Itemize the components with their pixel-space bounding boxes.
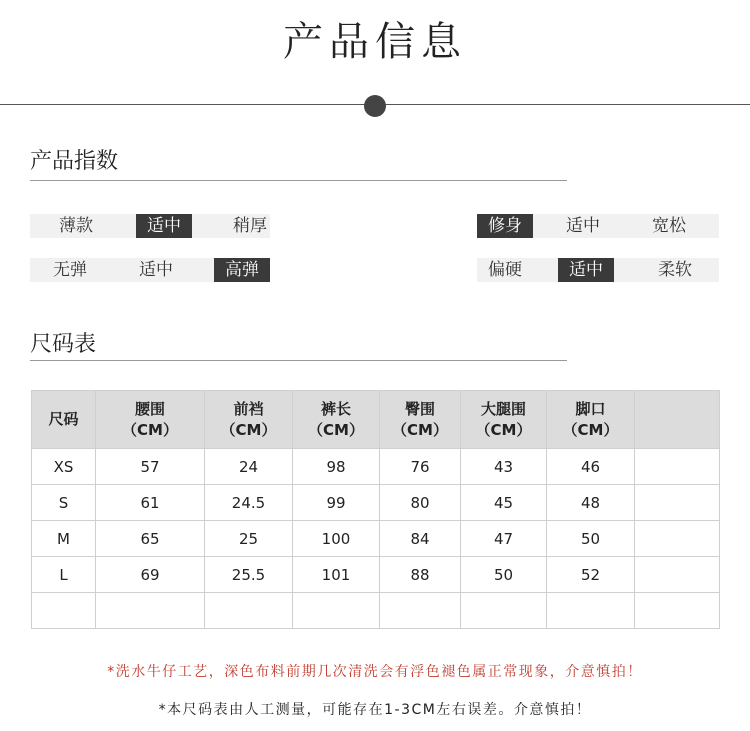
table-cell <box>635 557 720 593</box>
table-cell: 43 <box>461 449 547 485</box>
header-size <box>32 391 96 449</box>
table-cell: 50 <box>461 557 547 593</box>
table-cell: 99 <box>293 485 380 521</box>
header-unit: （CM） <box>122 420 178 439</box>
table-cell: 69 <box>96 557 205 593</box>
table-cell <box>205 593 293 629</box>
header-label: 前裆 <box>233 399 264 418</box>
header-unit: （CM） <box>475 420 532 439</box>
table-cell: 98 <box>293 449 380 485</box>
scale-option: 无弹 <box>53 260 87 280</box>
scale-option: 适中 <box>558 258 614 282</box>
scale-option: 柔软 <box>658 260 692 280</box>
section-divider-size <box>30 360 567 361</box>
table-cell: 24.5 <box>205 485 293 521</box>
table-row <box>32 485 720 521</box>
scale-option: 高弹 <box>214 258 270 282</box>
warning-note: *洗水牛仔工艺，深色布料前期几次清洗会有浮色褪色属正常现象，介意慎拍！ <box>107 664 643 680</box>
header-label: 大腿围 <box>480 399 526 418</box>
table-cell <box>293 593 380 629</box>
table-cell: 47 <box>461 521 547 557</box>
header-front-rise <box>205 391 293 449</box>
scale-option: 适中 <box>136 214 192 238</box>
table-cell <box>635 593 720 629</box>
page-title: 产品信息 <box>283 19 467 65</box>
table-row <box>32 449 720 485</box>
header-unit: （CM） <box>220 420 277 439</box>
table-cell: 100 <box>293 521 380 557</box>
table-cell <box>635 485 720 521</box>
section-heading-size: 尺码表 <box>30 332 97 357</box>
table-cell: L <box>32 557 96 593</box>
table-row <box>32 557 720 593</box>
scale-option: 修身 <box>477 214 533 238</box>
table-cell: 101 <box>293 557 380 593</box>
scale-thickness <box>30 214 270 238</box>
table-row <box>32 593 720 629</box>
header-length <box>293 391 380 449</box>
header-label: 脚口 <box>575 399 606 418</box>
section-heading-index: 产品指数 <box>30 149 119 174</box>
table-cell: 57 <box>96 449 205 485</box>
header-waist <box>96 391 205 449</box>
header-label: 裤长 <box>320 399 351 418</box>
table-cell: 25 <box>205 521 293 557</box>
table-cell <box>635 521 720 557</box>
table-row <box>32 521 720 557</box>
header-hem <box>547 391 635 449</box>
scale-option: 宽松 <box>652 216 686 236</box>
header-unit: （CM） <box>308 420 364 439</box>
table-header-row <box>32 391 720 449</box>
table-cell <box>547 593 635 629</box>
table-cell: 25.5 <box>205 557 293 593</box>
section-divider-index <box>30 180 567 181</box>
scale-option: 薄款 <box>59 216 93 236</box>
header-unit: （CM） <box>562 420 619 439</box>
scale-option: 适中 <box>139 260 173 280</box>
table-cell: 45 <box>461 485 547 521</box>
scale-fit <box>477 214 719 238</box>
table-cell: XS <box>32 449 96 485</box>
header-label: 臀围 <box>404 399 435 418</box>
scale-option: 稍厚 <box>233 216 267 236</box>
header-hip <box>380 391 461 449</box>
table-cell <box>461 593 547 629</box>
table-cell: 80 <box>380 485 461 521</box>
scale-stretch <box>30 258 270 282</box>
measure-note: *本尺码表由人工测量，可能存在1-3CM左右误差。介意慎拍！ <box>158 702 592 718</box>
table-cell: 52 <box>547 557 635 593</box>
table-cell: 24 <box>205 449 293 485</box>
table-cell: 88 <box>380 557 461 593</box>
table-cell: 48 <box>547 485 635 521</box>
table-cell: 50 <box>547 521 635 557</box>
table-cell <box>32 593 96 629</box>
scale-softness <box>477 258 719 282</box>
table-cell: 76 <box>380 449 461 485</box>
table-cell: 84 <box>380 521 461 557</box>
scale-option: 适中 <box>566 216 600 236</box>
table-cell: 46 <box>547 449 635 485</box>
header-thigh <box>461 391 547 449</box>
header-empty <box>635 391 720 449</box>
title-divider-dot <box>364 95 386 117</box>
table-cell: S <box>32 485 96 521</box>
header-label: 尺码 <box>48 410 79 428</box>
header-label: 腰围 <box>134 399 165 418</box>
table-cell: M <box>32 521 96 557</box>
table-cell <box>635 449 720 485</box>
table-cell <box>96 593 205 629</box>
scale-option: 偏硬 <box>488 260 522 280</box>
table-cell: 61 <box>96 485 205 521</box>
table-cell: 65 <box>96 521 205 557</box>
header-unit: （CM） <box>392 420 448 439</box>
table-cell <box>380 593 461 629</box>
size-table <box>31 390 720 629</box>
